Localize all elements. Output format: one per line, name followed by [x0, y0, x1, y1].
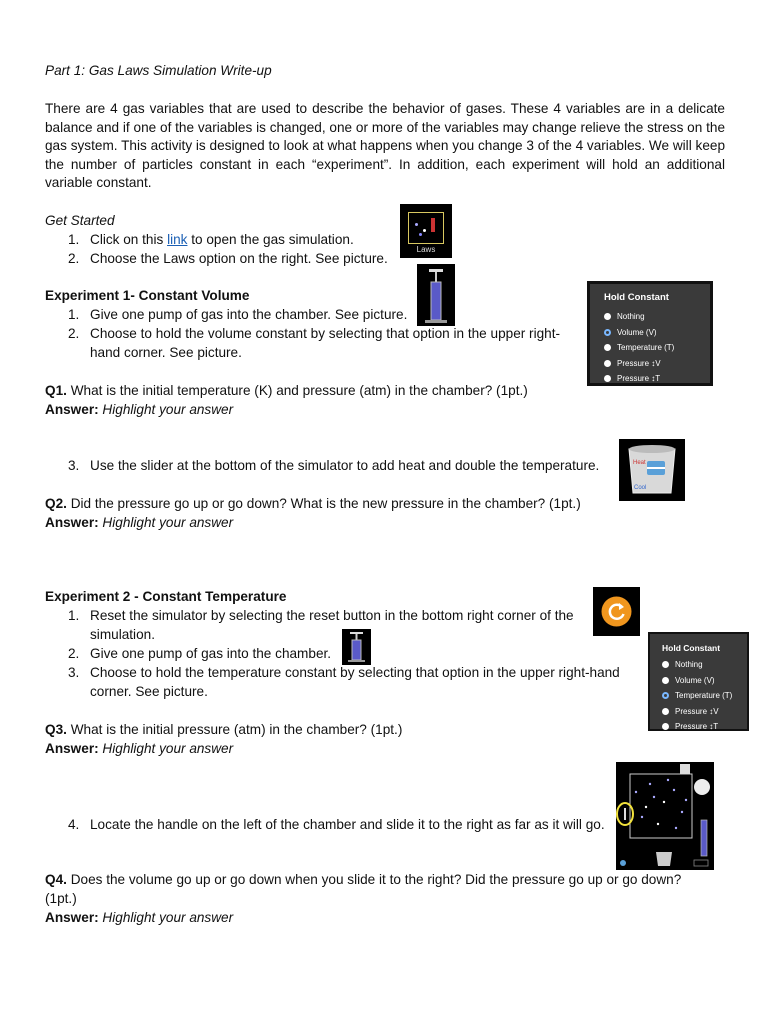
pump-image	[417, 264, 455, 326]
reset-icon	[593, 587, 640, 636]
list-number: 4.	[68, 817, 80, 832]
exp1-step-1: Give one pump of gas into the chamber. See picture.	[90, 307, 408, 322]
list-number: 2.	[68, 646, 80, 661]
option-label: Pressure ↕V	[675, 706, 719, 716]
list-number: 1.	[68, 608, 80, 623]
reset-button-image	[593, 587, 640, 636]
get-started-step-2: Choose the Laws option on the right. See picture.	[90, 251, 388, 266]
hold-constant-panel-volume	[587, 281, 713, 386]
radio-icon[interactable]	[604, 313, 611, 320]
hold-constant-option[interactable]	[662, 704, 747, 720]
answer-label: Answer:	[45, 741, 99, 756]
option-label: Nothing	[617, 312, 645, 322]
hold-constant-option[interactable]	[662, 688, 747, 704]
gas-chamber-image	[616, 762, 714, 870]
question-4	[45, 871, 681, 889]
particle-dot	[415, 223, 418, 226]
question-label: Q1.	[45, 383, 67, 398]
exp1-step-2b: hand corner. See picture.	[90, 345, 242, 360]
heat-label: Heat	[633, 460, 646, 466]
hold-constant-option[interactable]	[604, 371, 710, 387]
cool-label: Cool	[634, 485, 647, 491]
radio-icon[interactable]	[662, 708, 669, 715]
list-number: 2.	[68, 326, 80, 341]
radio-icon[interactable]	[662, 692, 669, 699]
question-label: Q4.	[45, 872, 67, 887]
gas-chamber-icon	[616, 762, 714, 870]
option-label: Volume (V)	[675, 675, 715, 685]
exp2-step-1b: simulation.	[90, 627, 155, 642]
exp2-step-3b: corner. See picture.	[90, 684, 208, 699]
simulation-link[interactable]: link	[167, 232, 188, 247]
list-number: 3.	[68, 665, 80, 680]
hold-constant-title: Hold Constant	[604, 292, 669, 303]
answer-label: Answer:	[45, 402, 99, 417]
question-4-points: (1pt.)	[45, 891, 77, 906]
answer-label: Answer:	[45, 910, 99, 925]
option-label: Volume (V)	[617, 327, 657, 337]
answer-1	[45, 401, 233, 419]
hold-constant-option[interactable]	[662, 719, 747, 735]
hold-constant-option[interactable]	[662, 657, 747, 673]
question-label: Q3.	[45, 722, 67, 737]
answer-placeholder[interactable]: Highlight your answer	[102, 402, 234, 417]
page-heading: Part 1: Gas Laws Simulation Write-up	[45, 63, 272, 78]
list-number: 2.	[68, 251, 80, 266]
answer-placeholder[interactable]: Highlight your answer	[102, 515, 234, 530]
radio-icon[interactable]	[662, 677, 669, 684]
get-started-title: Get Started	[45, 213, 115, 228]
answer-placeholder[interactable]: Highlight your answer	[102, 741, 234, 756]
step-text: Click on this	[90, 232, 168, 247]
answer-2	[45, 514, 233, 532]
question-text: Did the pressure go up or go down? What is the new pressure in the chamber? (1pt.)	[66, 496, 581, 511]
radio-icon[interactable]	[662, 723, 669, 730]
radio-icon[interactable]	[604, 375, 611, 382]
thermometer-icon	[431, 218, 435, 232]
laws-label: Laws	[416, 245, 436, 254]
radio-icon[interactable]	[604, 360, 611, 367]
particle-dot	[419, 233, 422, 236]
hold-constant-option[interactable]	[604, 309, 710, 325]
pump-image	[342, 629, 371, 665]
option-label: Pressure ↕T	[617, 374, 661, 384]
pump-icon	[417, 264, 455, 326]
question-text: What is the initial pressure (atm) in the chamber? (1pt.)	[66, 722, 403, 737]
question-text: Does the volume go up or go down when you slide it to the right? Did the pressure go up or go down?	[66, 872, 682, 887]
list-number: 1.	[68, 307, 80, 322]
intro-paragraph: There are 4 gas variables that are used to describe the behavior of gases. These 4 variables are in a delicate balance and if one of the variables is changed, one or more of the variables may change relieve the stress on the gas system. This activity is designed to look at what happens when you change 3 of the 4 variables. We will keep the number of particles constant in each “experiment”. In addition, each experiment will hold an additional variable constant.	[45, 101, 725, 191]
get-started-step-1	[90, 231, 354, 249]
exp1-step-3: Use the slider at the bottom of the simulator to add heat and double the temperature.	[90, 458, 600, 473]
exp1-step-2a: Choose to hold the volume constant by selecting that option in the upper right-	[90, 326, 561, 341]
pump-icon	[342, 629, 371, 665]
question-1	[45, 382, 528, 400]
hold-constant-title: Hold Constant	[662, 643, 721, 653]
hold-constant-option[interactable]	[604, 356, 710, 372]
heat-cool-image	[619, 439, 685, 501]
answer-4	[45, 909, 233, 927]
question-label: Q2.	[45, 496, 67, 511]
exp2-step-1a: Reset the simulator by selecting the reset button in the bottom right corner of the	[90, 608, 574, 623]
answer-3	[45, 740, 233, 758]
option-label: Temperature (T)	[617, 343, 675, 353]
question-text: What is the initial temperature (K) and pressure (atm) in the chamber? (1pt.)	[66, 383, 528, 398]
option-label: Pressure ↕V	[617, 358, 661, 368]
list-number: 1.	[68, 232, 80, 247]
hold-constant-option[interactable]	[604, 325, 710, 341]
laws-box-icon	[408, 212, 444, 244]
hold-constant-panel-temperature	[648, 632, 749, 731]
option-label: Temperature (T)	[675, 691, 733, 701]
hold-constant-options	[604, 309, 710, 387]
radio-icon[interactable]	[604, 329, 611, 336]
exp2-step-3a: Choose to hold the temperature constant by selecting that option in the upper right-hand	[90, 665, 620, 680]
radio-icon[interactable]	[604, 344, 611, 351]
hold-constant-options	[662, 657, 747, 735]
answer-placeholder[interactable]: Highlight your answer	[102, 910, 234, 925]
question-2	[45, 495, 581, 513]
particle-dot	[423, 229, 426, 232]
experiment-2-title: Experiment 2 - Constant Temperature	[45, 589, 287, 604]
option-label: Nothing	[675, 660, 703, 670]
experiment-1-title: Experiment 1- Constant Volume	[45, 288, 250, 303]
step-text: to open the gas simulation.	[187, 232, 354, 247]
question-3	[45, 721, 402, 739]
heat-cool-bucket-icon	[619, 439, 685, 501]
list-number: 3.	[68, 458, 80, 473]
laws-option-image	[400, 204, 452, 258]
hold-constant-option[interactable]	[662, 673, 747, 689]
answer-label: Answer:	[45, 515, 99, 530]
option-label: Pressure ↕T	[675, 722, 719, 732]
exp2-step-4: Locate the handle on the left of the chamber and slide it to the right as far as it will go.	[90, 817, 605, 832]
hold-constant-option[interactable]	[604, 340, 710, 356]
exp2-step-2: Give one pump of gas into the chamber.	[90, 646, 332, 661]
radio-icon[interactable]	[662, 661, 669, 668]
